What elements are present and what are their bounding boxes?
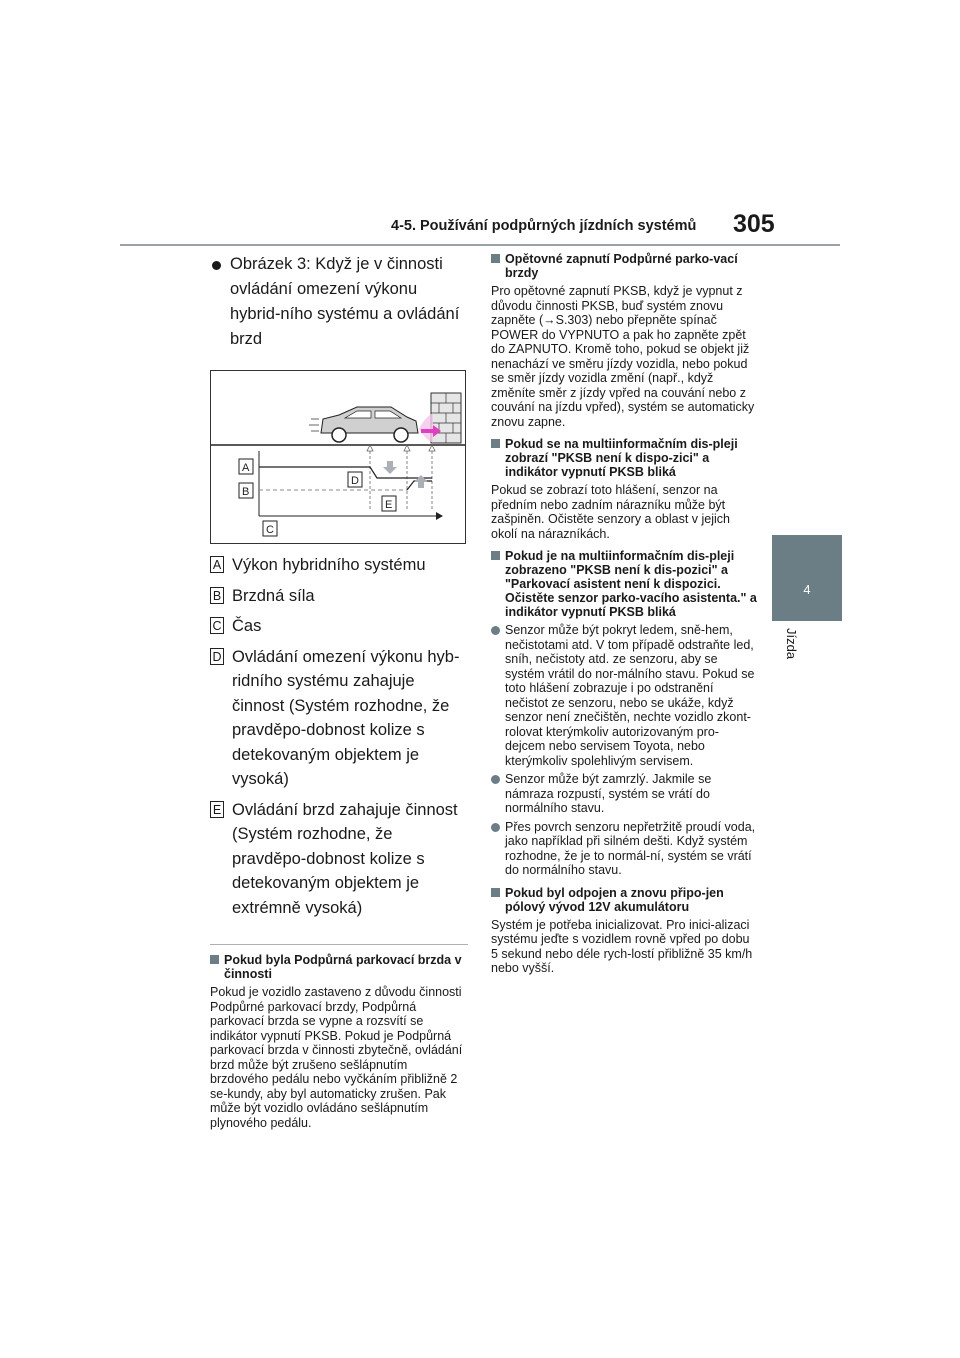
- header-title: 4-5. Používání podpůrných jízdních systémů: [391, 218, 697, 234]
- square-bullet-icon: [491, 888, 500, 897]
- down-arrow-icon: [383, 461, 397, 474]
- chapter-name: Jízda: [784, 628, 799, 660]
- section-body: Pro opětovné zapnutí PKSB, když je vypnut z důvodu činnosti PKSB, buď systém znovu zapněte (→S.303) nebo přepněte spínač POWER do VYPNUTO a pak ho zapněte zpět do ZAPNUTO. Kromě toho, pokud se objekt již nenachází ve směru jízdy vozidla, nebo pokud se směr jízdy vozidla změní (např., když změníte směr z jízdy vpřed na couvání nebo z couvání na jízdu vpřed), systém se automaticky znovu zapne.: [491, 284, 755, 429]
- section-heading-text: Pokud byl odpojen a znovu připo-jen pólový vývod 12V akumulátoru: [505, 885, 724, 914]
- legend-text: Čas: [232, 617, 262, 635]
- section-body: Systém je potřeba inicializovat. Pro inici-alizaci systému jeďte s vozidlem rovně vpřed po dobu 5 sekund nebo déle rych-lostí přibližně 35 km/h nebo vyšší.: [491, 917, 753, 975]
- legend-key: A: [210, 556, 224, 573]
- diagram-legend: [210, 553, 468, 920]
- page-number: 305: [733, 210, 775, 238]
- legend-item-d: [210, 645, 468, 792]
- bullet-icon: [491, 823, 500, 832]
- bullet-icon: [491, 775, 500, 784]
- chapter-tab: [772, 535, 842, 621]
- left-column: [210, 252, 468, 1130]
- figure-caption-text: Obrázek 3: Když je v činnosti ovládání omezení výkonu hybrid-ního systému a ovládání brzd: [230, 255, 460, 348]
- bullet-icon: [212, 261, 221, 270]
- square-bullet-icon: [491, 551, 500, 560]
- legend-item-b: [210, 584, 468, 609]
- diagram-figure: [210, 370, 466, 544]
- section-heading-text: Pokud byla Podpůrná parkovací brzda v činnosti: [224, 953, 462, 981]
- list-item: [491, 772, 759, 816]
- section-heading-text: Opětovné zapnutí Podpůrné parko-vací brzdy: [505, 252, 738, 280]
- section-heading: [491, 252, 759, 280]
- right-column: [491, 252, 759, 976]
- list-item-text: Senzor může být pokryt ledem, sně-hem, nečistotami atd. V tom případě odstraňte led, sníh, nečistoty atd. ze senzoru, aby se systém vrátil do nor-málního stavu. Pokud se toto hlášení zobrazuje i po odstranění nečistot ze senzoru, nebo se ukáže, když senzor není znečištěn, nechte vozidlo zkont-rolovat kterýmkoliv autorizovaným pro-dejcem nebo servisem Toyota, nebo kterýmkoliv spolehlivým servisem.: [505, 623, 755, 768]
- legend-item-e: [210, 798, 468, 921]
- section-heading: [491, 886, 759, 914]
- chapter-number: 4: [803, 582, 811, 597]
- up-arrow-icon: [414, 475, 428, 488]
- legend-key: E: [210, 801, 224, 818]
- power-curve: [259, 467, 432, 478]
- section-heading-text: Pokud je na multiinformačním dis-pleji zobrazeno "PKSB není k dis-pozici" a "Parkovací asistent není k dispozici. Očistěte senzor parko-vacího asistenta." a indikátor vypnutí PKSB bliká: [505, 549, 757, 619]
- diagram-label-d: D: [351, 475, 359, 487]
- figure-caption: [210, 252, 468, 352]
- legend-text: Ovládání omezení výkonu hyb-ridního systému zahajuje činnost (Systém rozhodne, že pravděpo-dobnost kolize s detekovaným objektem je vysoká): [232, 647, 460, 788]
- square-bullet-icon: [491, 254, 500, 263]
- timing-diagram: [211, 371, 465, 543]
- legend-text: Výkon hybridního systému: [232, 556, 426, 574]
- section-heading: [491, 549, 759, 619]
- header-divider: [120, 244, 840, 246]
- wall-icon: [431, 393, 461, 443]
- square-bullet-icon: [210, 955, 219, 964]
- section-divider: [210, 944, 468, 945]
- section-heading-text: Pokud se na multiinformačním dis-pleji zobrazí "PKSB není k dispo-zici" a indikátor vypnutí PKSB bliká: [505, 437, 738, 479]
- section-body: Pokud je vozidlo zastaveno z důvodu činnosti Podpůrné parkovací brzdy, Podpůrná parkovací brzda se vypne a rozsvítí se indikátor vypnutí PKSB. Pokud je Podpůrná parkovací brzda v činnosti zbytečně, ovládání brzd může být zrušeno sešlápnutím brzdového pedálu nebo vyčkáním přibližně 2 se-kundy, aby byl automaticky zrušen. Pak může být vozidlo ovládáno sešlápnutím plynového pedálu.: [210, 985, 463, 1130]
- legend-key: D: [210, 648, 224, 665]
- section-heading: [491, 437, 759, 479]
- legend-key: B: [210, 587, 224, 604]
- section-heading: [210, 953, 468, 981]
- legend-item-c: [210, 614, 468, 639]
- sensor-wave-icon: [419, 413, 433, 443]
- car-icon: [309, 407, 418, 442]
- legend-item-a: [210, 553, 468, 578]
- diagram-label-b: B: [242, 486, 250, 498]
- list-item: [491, 623, 759, 768]
- diagram-label-a: A: [242, 462, 250, 474]
- section-body: Pokud se zobrazí toto hlášení, senzor na předním nebo zadním nárazníku může být zašpiněn. Očistěte senzory a oblast v jejich okolí na nárazníkách.: [491, 483, 731, 541]
- diagram-label-c: C: [266, 524, 274, 536]
- legend-text: Ovládání brzd zahajuje činnost (Systém rozhodne, že pravděpo-dobnost kolize s detekovaným objektem je extrémně vysoká): [232, 800, 458, 917]
- bullet-icon: [491, 626, 500, 635]
- legend-text: Brzdná síla: [232, 586, 315, 605]
- list-item-text: Přes povrch senzoru nepřetržitě proudí voda, jako například při silném dešti. Když systém rozhodne, že je to normál-ní, systém se vrátí do normálního stavu.: [505, 819, 756, 877]
- list-item-text: Senzor může být zamrzlý. Jakmile se námraza rozpustí, systém se vrátí do normálního stavu.: [505, 772, 712, 815]
- square-bullet-icon: [491, 439, 500, 448]
- legend-key: C: [210, 617, 224, 634]
- diagram-label-e: E: [385, 499, 393, 511]
- list-item: [491, 820, 759, 878]
